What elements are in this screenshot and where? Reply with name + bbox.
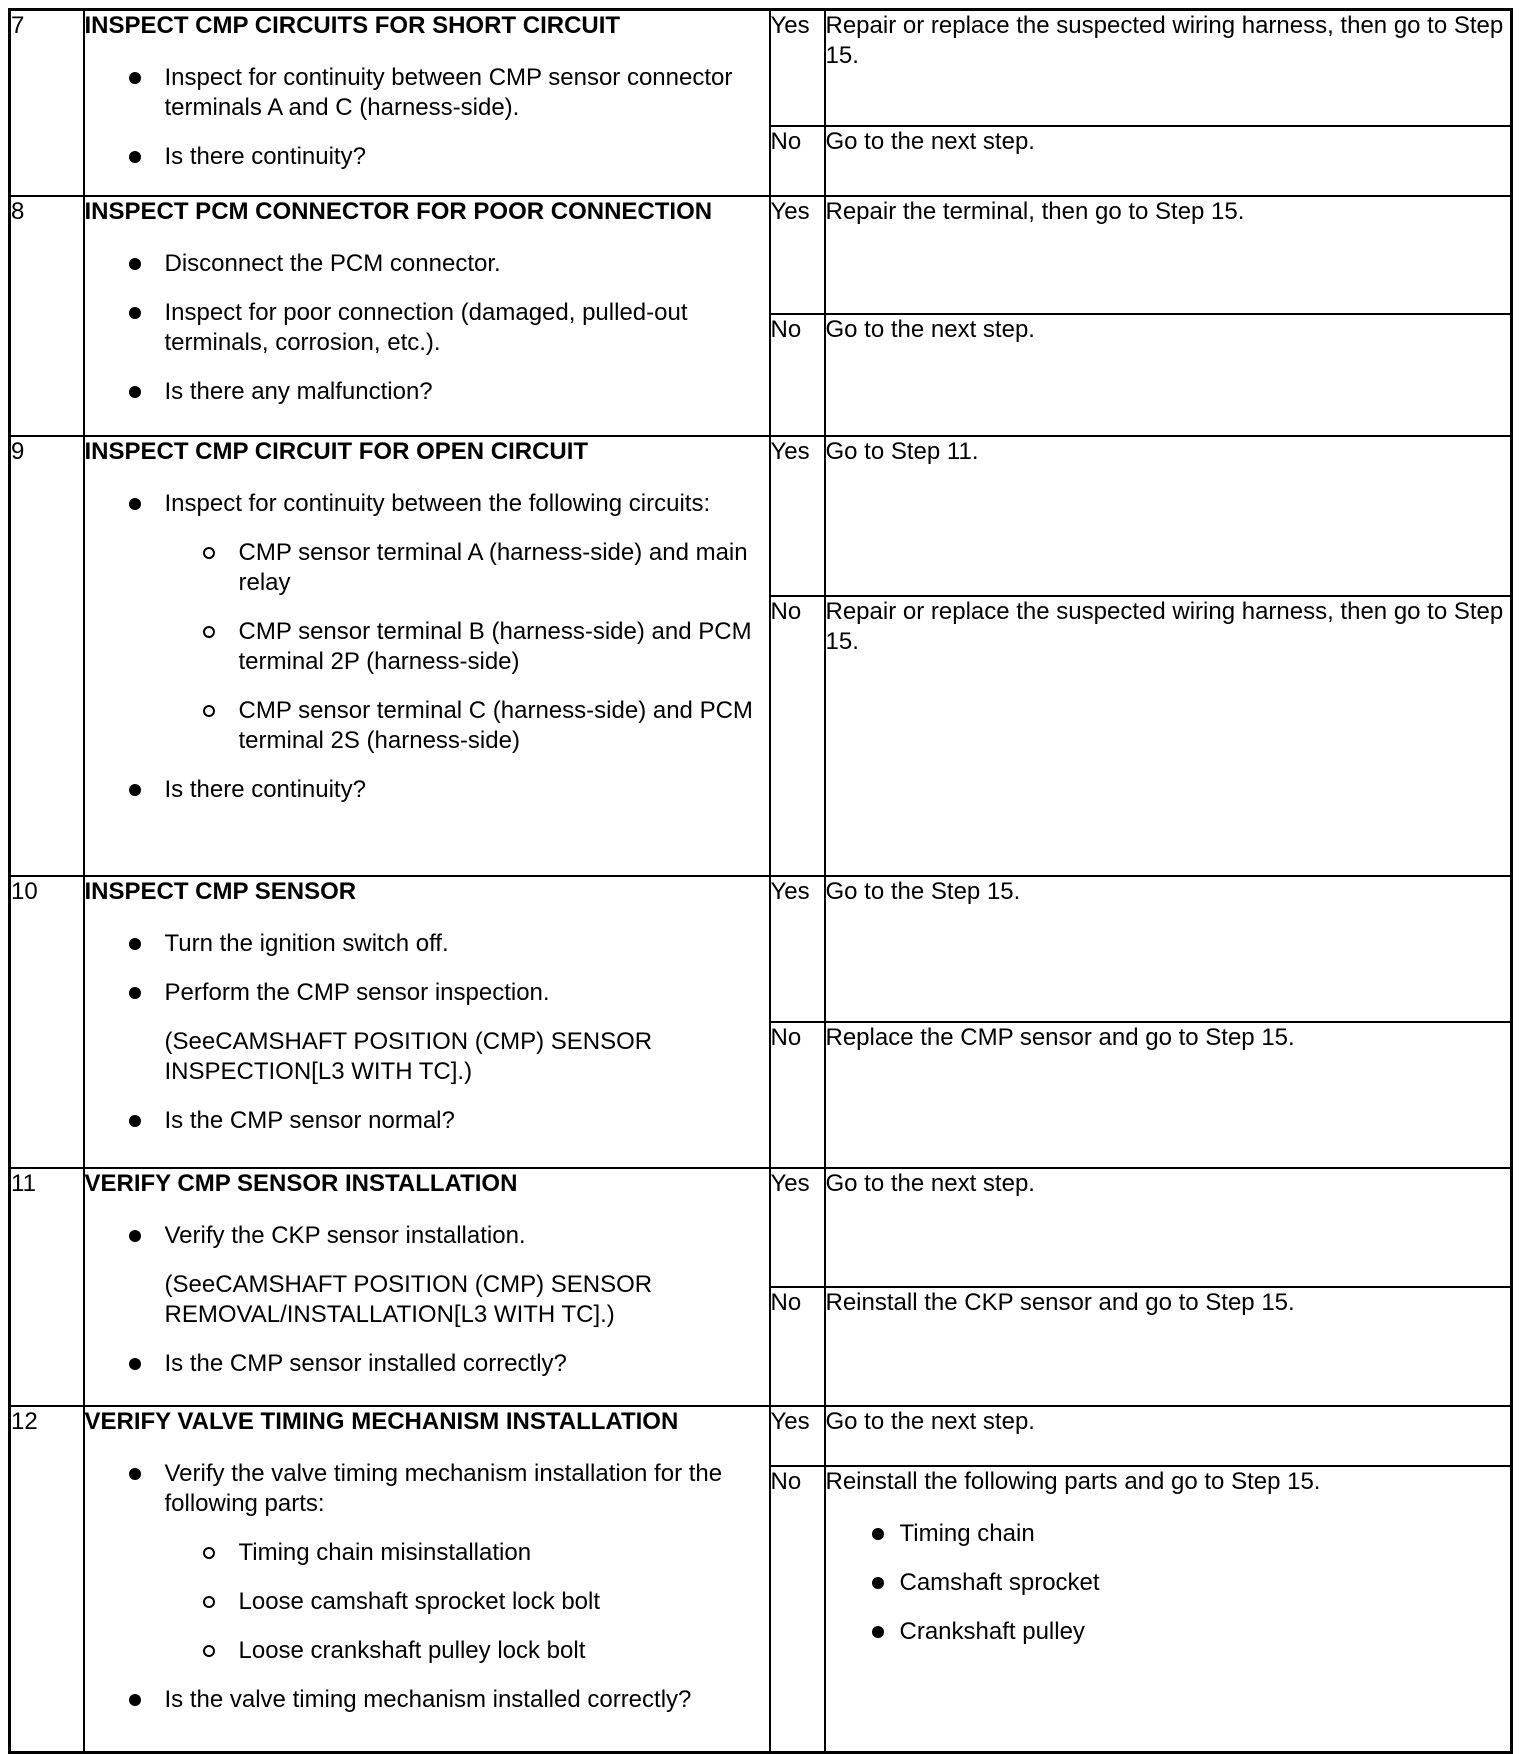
bullet-item: Perform the CMP sensor inspection. [85,978,769,1008]
no-result: Repair or replace the suspected wiring harness, then go to Step 15. [825,596,1512,876]
no-label: No [770,1466,825,1753]
sub-bullet-item: CMP sensor terminal A (harness-side) and main relay [85,538,769,598]
bullet-item: Verify the valve timing mechanism installation for the following parts: [85,1459,769,1519]
reference-note: (SeeCAMSHAFT POSITION (CMP) SENSOR REMOVAL/INSTALLATION[L3 WITH TC].) [164,1270,653,1328]
yes-result: Repair the terminal, then go to Step 15. [825,196,1512,314]
yes-label: Yes [770,1406,825,1466]
sub-bullet-item: Loose camshaft sprocket lock bolt [85,1587,769,1617]
no-result: Reinstall the CKP sensor and go to Step 15. [825,1287,1512,1406]
step-action [84,436,770,876]
yes-result: Go to the next step. [825,1406,1512,1466]
part-bullet-item: Camshaft sprocket [826,1568,1511,1598]
step-number: 11 [10,1168,84,1406]
step-row-9 [10,436,1512,596]
yes-label: Yes [770,876,825,1022]
yes-label: Yes [770,196,825,314]
no-result-text: Reinstall the following parts and go to Step 15. [825,1467,1321,1495]
step-row-11 [10,1168,1512,1287]
no-label: No [770,1287,825,1406]
step-row-7 [10,10,1512,126]
no-label: No [770,1022,825,1168]
reference-note: (SeeCAMSHAFT POSITION (CMP) SENSOR INSPECTION[L3 WITH TC].) [164,1027,653,1085]
yes-result: Go to the next step. [825,1168,1512,1287]
step-action [84,876,770,1168]
step-action [84,1406,770,1753]
sub-bullet-item: CMP sensor terminal C (harness-side) and PCM terminal 2S (harness-side) [85,696,769,756]
bullet-question: Is the CMP sensor normal? [85,1106,769,1136]
bullet-item: Disconnect the PCM connector. [85,249,769,279]
step-title: INSPECT CMP CIRCUITS FOR SHORT CIRCUIT [84,12,621,39]
part-bullet-item: Crankshaft pulley [826,1617,1511,1647]
yes-result: Go to the Step 15. [825,876,1512,1022]
yes-result: Repair or replace the suspected wiring harness, then go to Step 15. [825,10,1512,126]
step-number: 10 [10,876,84,1168]
diagnostic-procedure-table [8,8,1513,1754]
bullet-item: Turn the ignition switch off. [85,929,769,959]
step-title: VERIFY VALVE TIMING MECHANISM INSTALLATION [84,1407,679,1435]
bullet-question: Is there continuity? [85,142,769,172]
step-action [84,1168,770,1406]
bullet-item: Inspect for continuity between CMP sensor connector terminals A and C (harness-side). [85,63,769,123]
sub-bullet-item: Timing chain misinstallation [85,1538,769,1568]
bullet-question: Is the CMP sensor installed correctly? [85,1349,769,1379]
bullet-question: Is there continuity? [85,775,769,805]
yes-label: Yes [770,10,825,126]
step-title: VERIFY CMP SENSOR INSTALLATION [84,1169,518,1197]
bullet-item: Verify the CKP sensor installation. [85,1221,769,1251]
no-result: Replace the CMP sensor and go to Step 15. [825,1022,1512,1168]
bullet-question: Is there any malfunction? [85,377,769,407]
step-title: INSPECT PCM CONNECTOR FOR POOR CONNECTION [84,197,713,225]
step-action [84,196,770,436]
step-action [84,10,770,196]
bullet-item: Inspect for continuity between the following circuits: [85,489,769,519]
step-number: 9 [10,436,84,876]
step-row-12 [10,1406,1512,1466]
sub-bullet-item: CMP sensor terminal B (harness-side) and PCM terminal 2P (harness-side) [85,617,769,677]
no-label: No [770,126,825,196]
bullet-question: Is the valve timing mechanism installed correctly? [85,1685,769,1715]
no-label: No [770,314,825,436]
sub-bullet-item: Loose crankshaft pulley lock bolt [85,1636,769,1666]
step-number: 12 [10,1406,84,1753]
step-title: INSPECT CMP CIRCUIT FOR OPEN CIRCUIT [84,437,589,465]
yes-result: Go to Step 11. [825,436,1512,596]
no-result: Go to the next step. [825,314,1512,436]
yes-label: Yes [770,1168,825,1287]
step-row-8 [10,196,1512,314]
part-bullet-item: Timing chain [826,1519,1511,1549]
yes-label: Yes [770,436,825,596]
step-row-10 [10,876,1512,1022]
no-result [825,1466,1512,1753]
no-result: Go to the next step. [825,126,1512,196]
bullet-item: Inspect for poor connection (damaged, pulled-out terminals, corrosion, etc.). [85,298,769,358]
no-label: No [770,596,825,876]
step-number: 7 [10,10,84,196]
step-number: 8 [10,196,84,436]
step-title: INSPECT CMP SENSOR [84,877,357,905]
